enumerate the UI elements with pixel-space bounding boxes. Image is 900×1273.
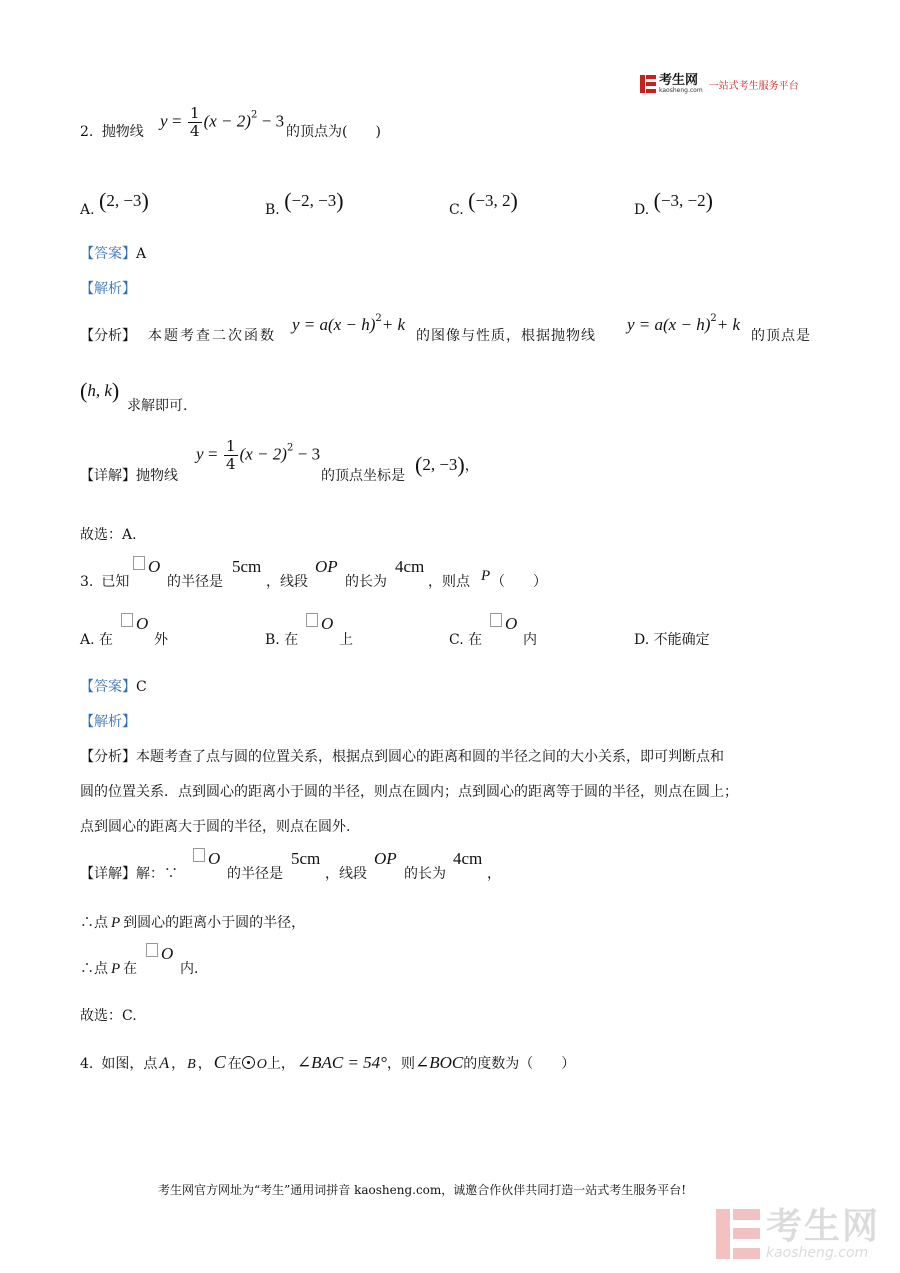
q2-number: 2. [80,124,94,140]
q4-stem: 4. 如图，点 A ， B ， C 在 O上， ∠BAC = 54°，则∠BOC的度数为（ ） [80,1052,576,1072]
q3-option-c-circle: O [490,613,517,634]
q3-detail-text5: ， [487,866,501,882]
q3-answer: 【答案】C [80,679,147,695]
header-brand [640,74,799,94]
q3-therefore-2-end: 内. [180,961,199,977]
q2-equation: y = $\frac{1}{4}$ $(x - 2)^2 - 3$ [160,104,285,140]
q3-text4: 的长为 [345,574,387,590]
q2-option-c: C. (−3, 2) [449,188,518,218]
q2-option-b: B. (−2, −3) [265,188,344,218]
q2-detail-vertex: (2, −3)， [415,452,479,477]
q3-option-a-circle: O [121,613,148,634]
q2-option-d: D. (−3, −2) [634,188,713,218]
q3-choose: 故选：C. [80,1008,137,1024]
q3-option-c-post: 内 [523,632,537,648]
brand-url: kaosheng.com [659,87,703,94]
q3-therefore-2-circle: O [146,943,173,964]
circle-symbol-icon [133,556,145,570]
q3-fx-line3: 点到圆心的距离大于圆的半径，则点在圆外. [80,819,351,835]
q3-detail-text2: 的半径是 [227,866,283,882]
q3-text5: ，则点 [428,574,470,590]
circle-symbol-icon [193,848,205,862]
circle-symbol-icon [306,613,318,627]
q3-detail-radius: 5cm [291,849,321,868]
q3-analysis-tag: 【解析】 [80,714,136,730]
q3-text3: ，线段 [266,574,308,590]
q3-detail-text4: 的长为 [404,866,446,882]
q2-fx-text3: 的顶点是 [751,328,811,344]
q3-text2: 的半径是 [167,574,223,590]
q2-detail-equation: y = $\frac{1}{4}$ $(x - 2)^2 - 3$ [196,437,321,473]
q2-fx-text2: 的图像与性质，根据抛物线 [416,328,596,344]
q3-length: 4cm [395,557,425,576]
brand-slogan: 一站式考生服务平台 [708,80,799,92]
q3-option-c: C. 在 [449,632,483,648]
q2-fx-formula-2: $y = a(x - h)^2+ k$ [627,313,741,334]
q3-point: P [481,568,491,584]
circle-symbol-icon [146,943,158,957]
q2-analysis-tag: 【解析】 [80,281,136,297]
q3-option-b-post: 上 [339,632,353,648]
q2-fx-text4: 求解即可. [127,398,188,414]
circle-symbol-icon [121,613,133,627]
q2-option-a: A. (2, −3) [80,188,149,218]
q2-suffix: 的顶点为( ) [286,124,381,140]
q3-therefore-2: ∴点 P 在 [80,961,138,977]
q2-detail-text2: 的顶点坐标是 [321,468,405,484]
q3-detail-length: 4cm [453,849,483,868]
brand-name: 考生网 [659,73,699,88]
footer-text: 考生网官方网址为“考生”通用词拼音 kaosheng.com，诚邀合作伙伴共同打造一站式考生服务平台! [158,1183,687,1197]
brand-logo-icon [640,75,656,93]
q3-text6: （ ） [491,574,547,590]
q3-option-a: A. 在 [80,632,114,648]
q3-detail-segment: OP [374,849,397,868]
q3-option-b: B. 在 [265,632,299,648]
q3-detail-text3: ，线段 [325,866,367,882]
q3-fx-line1: 【分析】本题考查了点与圆的位置关系，根据点到圆心的距离和圆的半径之间的大小关系，即可判断点和 [80,749,724,765]
watermark-logo-icon [716,1209,760,1259]
q2-fx-vertex: (h, k) [80,378,120,403]
q2-choose: 故选：A. [80,527,137,543]
q2-fx-text1: 本题考查二次函数 [148,328,276,344]
q3-stem-start: 3. 已知 [80,574,130,590]
q2-fx-formula-1: $y = a(x - h)^2+ k$ [292,313,406,334]
circle-symbol-icon [490,613,502,627]
q2-fx-tag: 【分析】 [80,328,136,344]
footer-watermark: 考生网 kaosheng.com [716,1208,880,1260]
q3-option-a-post: 外 [154,632,168,648]
q3-detail: 【详解】解：∵ [80,866,178,882]
q3-radius: 5cm [232,557,262,576]
q3-therefore-1: ∴点 P 到圆心的距离小于圆的半径， [80,915,306,931]
odot-icon [242,1056,255,1069]
q3-fx-line2: 圆的位置关系．点到圆心的距离小于圆的半径，则点在圆内；点到圆心的距离等于圆的半径，则点在圆上； [80,784,738,800]
q3-option-d: D. 不能确定 [634,632,710,648]
q2-prefix: 抛物线 [101,124,144,140]
q3-detail-circle: O [193,848,220,869]
q2-detail: 【详解】抛物线 [80,468,178,484]
q3-segment: OP [315,557,338,576]
q3-option-b-circle: O [306,613,333,634]
q3-circle: O [133,556,160,577]
q2-stem [80,121,144,141]
q2-answer: 【答案】A [80,246,147,262]
